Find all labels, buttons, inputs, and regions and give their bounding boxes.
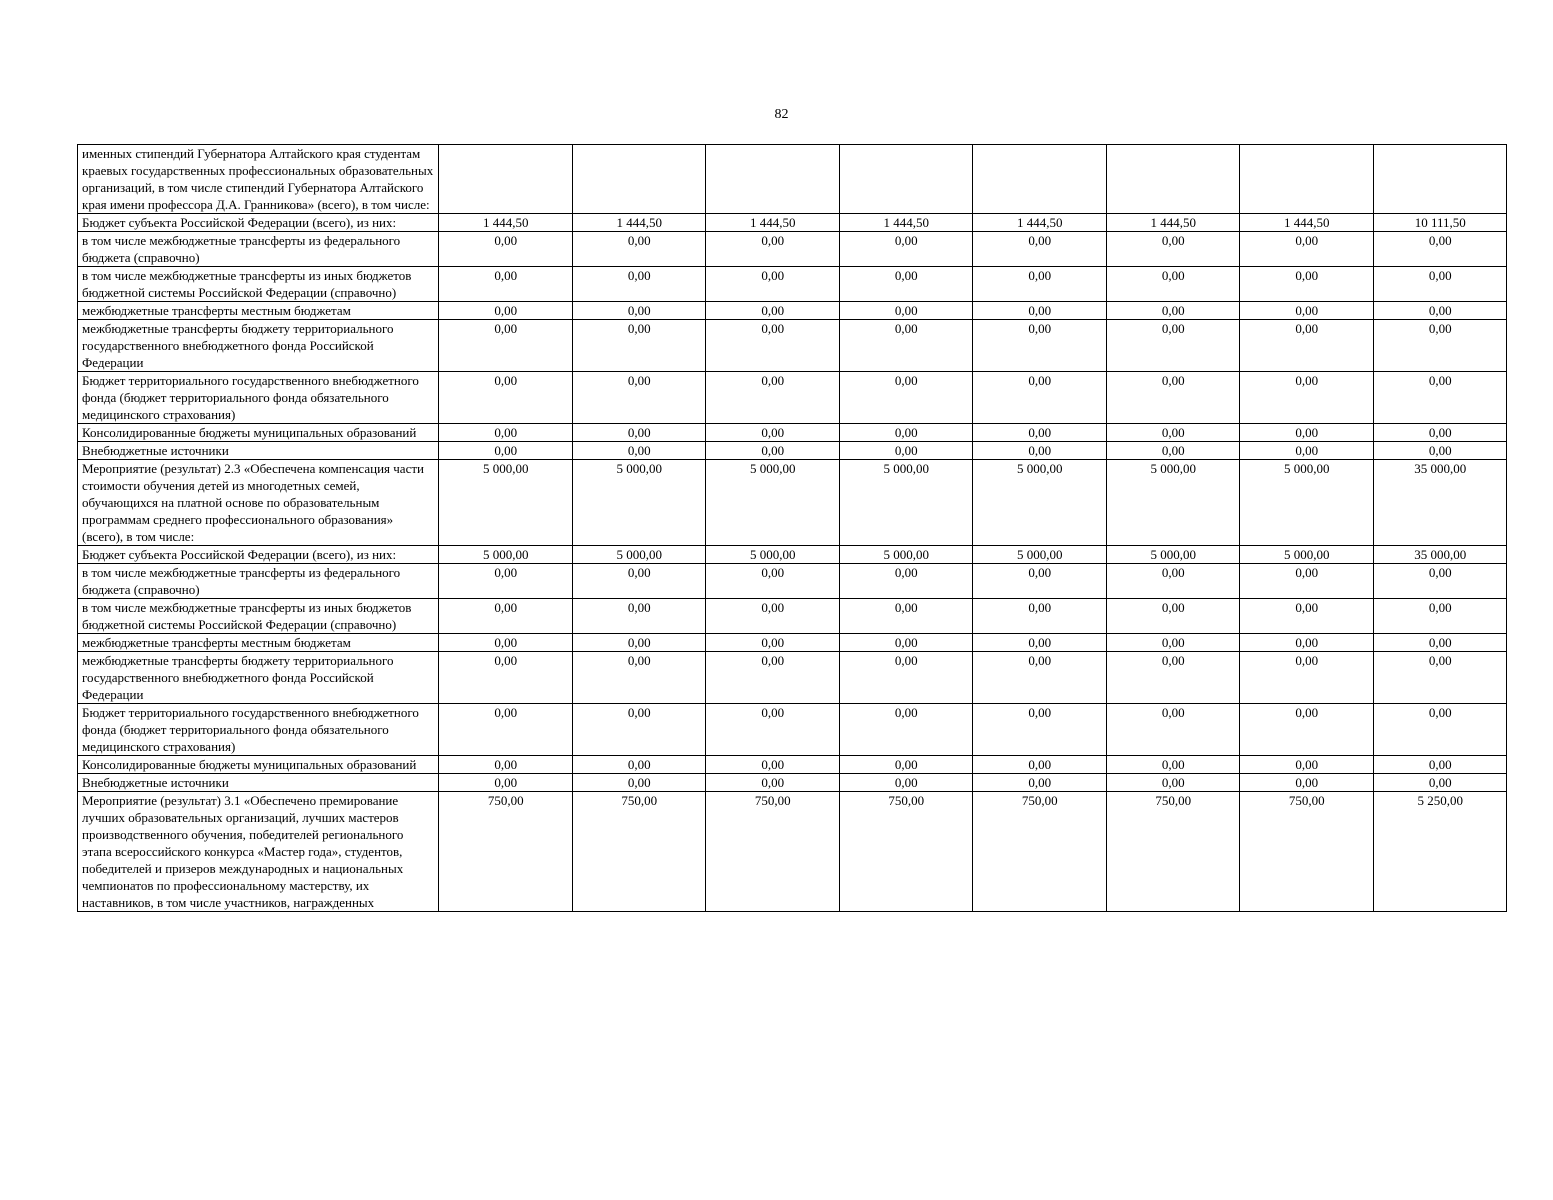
value-cell [1240,145,1374,214]
value-cell: 0,00 [1373,652,1507,704]
value-cell: 0,00 [439,564,573,599]
value-cell: 0,00 [439,652,573,704]
value-cell: 5 000,00 [572,460,706,546]
value-cell [572,145,706,214]
value-cell: 0,00 [572,302,706,320]
value-cell: 0,00 [1373,774,1507,792]
row-label: именных стипендий Губернатора Алтайского края студентам краевых государственных профессиональных образовательных организаций, в том числе стипендий Губернатора Алтайского края имени профессора Д.А. Гранникова» (всего), в том числе: [78,145,439,214]
value-cell: 5 000,00 [1240,460,1374,546]
value-cell: 0,00 [839,442,973,460]
value-cell: 0,00 [1373,634,1507,652]
value-cell: 0,00 [1373,424,1507,442]
value-cell: 0,00 [572,372,706,424]
value-cell: 0,00 [839,320,973,372]
value-cell: 0,00 [572,599,706,634]
value-cell: 750,00 [439,792,573,912]
value-cell: 0,00 [1240,267,1374,302]
value-cell: 0,00 [1240,232,1374,267]
value-cell: 1 444,50 [973,214,1107,232]
value-cell: 5 000,00 [572,546,706,564]
value-cell [439,145,573,214]
value-cell: 0,00 [973,704,1107,756]
value-cell: 5 000,00 [1106,460,1240,546]
value-cell: 0,00 [572,424,706,442]
row-label: в том числе межбюджетные трансферты из иных бюджетов бюджетной системы Российской Федерации (справочно) [78,599,439,634]
value-cell: 0,00 [439,442,573,460]
value-cell: 0,00 [1106,424,1240,442]
value-cell [1373,145,1507,214]
value-cell: 0,00 [1106,320,1240,372]
value-cell: 0,00 [439,302,573,320]
value-cell: 0,00 [839,652,973,704]
value-cell: 0,00 [706,704,840,756]
value-cell: 0,00 [572,564,706,599]
value-cell: 0,00 [706,564,840,599]
value-cell: 0,00 [439,774,573,792]
table-row [78,214,1507,232]
value-cell: 0,00 [973,372,1107,424]
value-cell: 0,00 [706,756,840,774]
value-cell: 5 000,00 [839,460,973,546]
value-cell: 0,00 [973,652,1107,704]
value-cell: 0,00 [1240,320,1374,372]
row-label: Бюджет территориального государственного внебюджетного фонда (бюджет территориального фонда обязательного медицинского страхования) [78,372,439,424]
value-cell: 0,00 [839,774,973,792]
value-cell: 750,00 [1240,792,1374,912]
value-cell: 0,00 [572,634,706,652]
value-cell: 0,00 [839,564,973,599]
value-cell: 0,00 [439,267,573,302]
table-row [78,546,1507,564]
value-cell: 750,00 [572,792,706,912]
table-row [78,634,1507,652]
value-cell: 0,00 [1240,372,1374,424]
value-cell: 0,00 [1106,599,1240,634]
row-label: межбюджетные трансферты бюджету территориального государственного внебюджетного фонда Российской Федерации [78,320,439,372]
value-cell: 5 000,00 [839,546,973,564]
value-cell [1106,145,1240,214]
table-row [78,267,1507,302]
value-cell: 1 444,50 [572,214,706,232]
value-cell: 750,00 [706,792,840,912]
value-cell: 0,00 [973,564,1107,599]
table-row [78,652,1507,704]
value-cell: 0,00 [1240,442,1374,460]
value-cell: 0,00 [572,232,706,267]
value-cell: 0,00 [839,232,973,267]
table-row [78,599,1507,634]
row-label: межбюджетные трансферты бюджету территориального государственного внебюджетного фонда Российской Федерации [78,652,439,704]
value-cell: 0,00 [439,599,573,634]
value-cell: 5 000,00 [1106,546,1240,564]
value-cell: 0,00 [1373,302,1507,320]
value-cell: 1 444,50 [706,214,840,232]
value-cell: 0,00 [572,652,706,704]
page-number: 82 [774,107,789,122]
value-cell [839,145,973,214]
value-cell: 0,00 [973,424,1107,442]
value-cell: 0,00 [439,756,573,774]
value-cell: 1 444,50 [839,214,973,232]
value-cell: 0,00 [973,320,1107,372]
value-cell: 5 000,00 [706,546,840,564]
value-cell: 0,00 [1373,704,1507,756]
value-cell: 1 444,50 [1240,214,1374,232]
value-cell: 0,00 [572,320,706,372]
value-cell: 0,00 [1240,652,1374,704]
value-cell: 0,00 [1106,232,1240,267]
value-cell: 35 000,00 [1373,460,1507,546]
value-cell: 0,00 [1106,774,1240,792]
value-cell [706,145,840,214]
table-row [78,564,1507,599]
value-cell: 0,00 [1240,302,1374,320]
value-cell: 5 000,00 [439,460,573,546]
value-cell: 5 000,00 [1240,546,1374,564]
value-cell: 0,00 [839,302,973,320]
value-cell: 0,00 [839,424,973,442]
value-cell: 750,00 [973,792,1107,912]
row-label: Мероприятие (результат) 3.1 «Обеспечено премирование лучших образовательных организаций, лучших мастеров производственного обучения, победителей регионального этапа всероссийского конкурса «Мастер года», студентов, победителей и призеров международных и национальных чемпионатов по профессиональному мастерству, их наставников, в том числе участников, награжденных [78,792,439,912]
value-cell: 0,00 [439,634,573,652]
value-cell: 0,00 [839,372,973,424]
value-cell: 10 111,50 [1373,214,1507,232]
value-cell: 5 250,00 [1373,792,1507,912]
value-cell: 0,00 [706,634,840,652]
value-cell: 0,00 [1373,372,1507,424]
value-cell: 0,00 [973,442,1107,460]
value-cell: 0,00 [706,424,840,442]
row-label: Консолидированные бюджеты муниципальных образований [78,424,439,442]
value-cell [973,145,1107,214]
value-cell: 0,00 [1373,267,1507,302]
row-label: Мероприятие (результат) 2.3 «Обеспечена компенсация части стоимости обучения детей из многодетных семей, обучающихся на платной основе по образовательным программам среднего профессионального образования» (всего), в том числе: [78,460,439,546]
value-cell: 0,00 [973,302,1107,320]
table-row [78,756,1507,774]
value-cell: 0,00 [839,756,973,774]
row-label: Бюджет субъекта Российской Федерации (всего), из них: [78,546,439,564]
value-cell: 0,00 [1240,599,1374,634]
row-label: Внебюджетные источники [78,774,439,792]
value-cell: 0,00 [1373,232,1507,267]
table-row [78,442,1507,460]
table-row [78,774,1507,792]
row-label: в том числе межбюджетные трансферты из федерального бюджета (справочно) [78,564,439,599]
value-cell: 5 000,00 [706,460,840,546]
value-cell: 0,00 [1373,599,1507,634]
value-cell: 0,00 [706,372,840,424]
value-cell: 0,00 [1106,704,1240,756]
value-cell: 0,00 [1373,756,1507,774]
value-cell: 0,00 [973,774,1107,792]
value-cell: 0,00 [706,774,840,792]
value-cell: 0,00 [572,267,706,302]
value-cell: 0,00 [1240,424,1374,442]
table-row [78,460,1507,546]
table-row [78,704,1507,756]
value-cell: 0,00 [1373,442,1507,460]
table-row [78,372,1507,424]
row-label: в том числе межбюджетные трансферты из иных бюджетов бюджетной системы Российской Федерации (справочно) [78,267,439,302]
value-cell: 0,00 [839,634,973,652]
value-cell: 0,00 [973,634,1107,652]
value-cell: 0,00 [1106,442,1240,460]
row-label: межбюджетные трансферты местным бюджетам [78,634,439,652]
value-cell: 0,00 [439,424,573,442]
budget-table-body [78,145,1507,912]
value-cell: 0,00 [439,704,573,756]
value-cell: 0,00 [1240,634,1374,652]
value-cell: 0,00 [706,652,840,704]
value-cell: 1 444,50 [439,214,573,232]
budget-table [77,144,1507,912]
value-cell: 0,00 [973,267,1107,302]
value-cell: 0,00 [706,267,840,302]
value-cell: 0,00 [839,704,973,756]
value-cell: 1 444,50 [1106,214,1240,232]
value-cell: 0,00 [839,599,973,634]
row-label: Бюджет субъекта Российской Федерации (всего), из них: [78,214,439,232]
table-row [78,302,1507,320]
table-row [78,320,1507,372]
value-cell: 0,00 [439,320,573,372]
value-cell: 0,00 [1240,774,1374,792]
value-cell: 5 000,00 [439,546,573,564]
value-cell: 5 000,00 [973,546,1107,564]
value-cell: 0,00 [1106,372,1240,424]
value-cell: 0,00 [572,442,706,460]
value-cell: 0,00 [706,599,840,634]
value-cell: 0,00 [1106,756,1240,774]
value-cell: 0,00 [1240,564,1374,599]
value-cell: 0,00 [1106,302,1240,320]
row-label: Бюджет территориального государственного внебюджетного фонда (бюджет территориального фонда обязательного медицинского страхования) [78,704,439,756]
value-cell: 0,00 [706,232,840,267]
value-cell: 750,00 [1106,792,1240,912]
value-cell: 0,00 [572,756,706,774]
value-cell: 0,00 [1106,267,1240,302]
value-cell: 0,00 [973,599,1107,634]
value-cell: 750,00 [839,792,973,912]
value-cell: 0,00 [1106,634,1240,652]
row-label: межбюджетные трансферты местным бюджетам [78,302,439,320]
value-cell: 0,00 [706,302,840,320]
table-row [78,792,1507,912]
value-cell: 0,00 [439,372,573,424]
row-label: Внебюджетные источники [78,442,439,460]
value-cell: 0,00 [706,442,840,460]
row-label: в том числе межбюджетные трансферты из федерального бюджета (справочно) [78,232,439,267]
value-cell: 0,00 [572,774,706,792]
table-row [78,424,1507,442]
value-cell: 0,00 [973,232,1107,267]
value-cell: 0,00 [706,320,840,372]
value-cell: 0,00 [572,704,706,756]
row-label: Консолидированные бюджеты муниципальных образований [78,756,439,774]
table-row [78,145,1507,214]
value-cell: 0,00 [439,232,573,267]
value-cell: 0,00 [1373,320,1507,372]
value-cell: 5 000,00 [973,460,1107,546]
value-cell: 0,00 [1240,756,1374,774]
value-cell: 0,00 [1106,564,1240,599]
value-cell: 0,00 [1373,564,1507,599]
value-cell: 0,00 [839,267,973,302]
value-cell: 0,00 [1240,704,1374,756]
table-row [78,232,1507,267]
value-cell: 0,00 [973,756,1107,774]
value-cell: 0,00 [1106,652,1240,704]
value-cell: 35 000,00 [1373,546,1507,564]
